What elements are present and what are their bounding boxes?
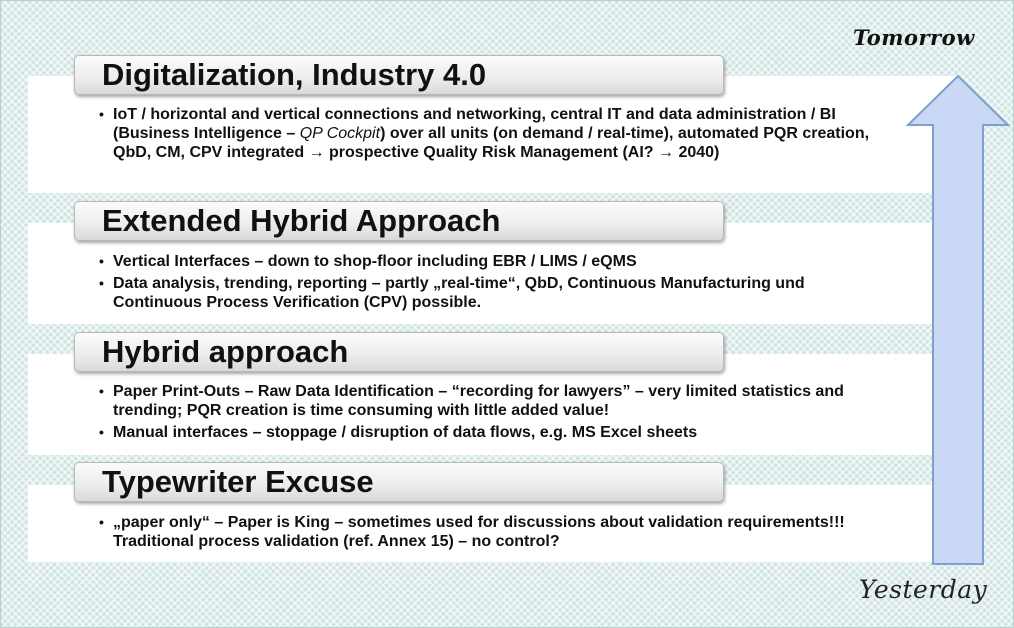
bullet-text: Paper Print-Outs – Raw Data Identification – “recording for lawyers” – very limited statistics and trending; PQR creation is time consuming with little added value! xyxy=(113,383,844,419)
bullet-text-part: IoT / horizontal and vertical connections and networking, central IT and data administration / BI (Business Intelligence – xyxy=(113,106,836,142)
stage-bullets-extended-hybrid xyxy=(99,252,889,315)
bullet-dot: • xyxy=(99,253,104,269)
stage-header-extended-hybrid xyxy=(74,201,724,241)
bullet-dot: • xyxy=(99,514,104,530)
bullet-dot: • xyxy=(99,275,104,291)
bullet-text: „paper only“ – Paper is King – sometimes used for discussions about validation requirements!!! Traditional process validation (ref. Annex 15) – no control? xyxy=(113,514,845,550)
timeline-top-label: Tomorrow xyxy=(853,25,975,50)
stage-bullets-typewriter xyxy=(99,513,889,554)
stage-title: Typewriter Excuse xyxy=(102,464,374,499)
stage-bullets-hybrid xyxy=(99,382,889,445)
right-arrow-icon: → xyxy=(658,144,674,161)
bullet-text: Data analysis, trending, reporting – partly „real-time“, QbD, Continuous Manufacturing und Continuous Process Verification (CPV) possible. xyxy=(113,275,805,311)
bullet-text: Vertical Interfaces – down to shop-floor including EBR / LIMS / eQMS xyxy=(113,253,637,270)
right-arrow-icon: → xyxy=(308,144,325,161)
stage-bullets-digitalization xyxy=(99,105,889,165)
timeline-bottom-label: Yesterday xyxy=(859,575,988,604)
bullet-dot: • xyxy=(99,424,104,440)
stage-header-hybrid xyxy=(74,332,724,372)
bullet-dot: • xyxy=(99,383,104,399)
stage-title: Digitalization, Industry 4.0 xyxy=(102,57,487,92)
bullet-text-part: ) over all units (on demand / real-time), automated PQR creation, QbD, CM, CPV integrated xyxy=(113,125,870,161)
stage-title: Extended Hybrid Approach xyxy=(102,203,501,238)
bullet-item xyxy=(99,423,889,442)
bullet-item xyxy=(99,513,889,551)
bullet-text: Manual interfaces – stoppage / disruption of data flows, e.g. MS Excel sheets xyxy=(113,424,698,441)
bullet-text-part: 2040) xyxy=(674,144,720,161)
bullet-emphasis: QP Cockpit xyxy=(299,125,381,142)
stage-header-digitalization xyxy=(74,55,724,95)
bullet-dot: • xyxy=(99,106,104,122)
stage-header-typewriter xyxy=(74,462,724,502)
bullet-item xyxy=(99,382,889,420)
bullet-text-part: prospective Quality Risk Management (AI? xyxy=(324,144,658,161)
stage-title: Hybrid approach xyxy=(102,334,349,369)
bullet-item xyxy=(99,105,889,162)
bullet-item xyxy=(99,252,889,271)
timeline-up-arrow-icon xyxy=(905,74,1011,566)
bullet-item xyxy=(99,274,889,312)
